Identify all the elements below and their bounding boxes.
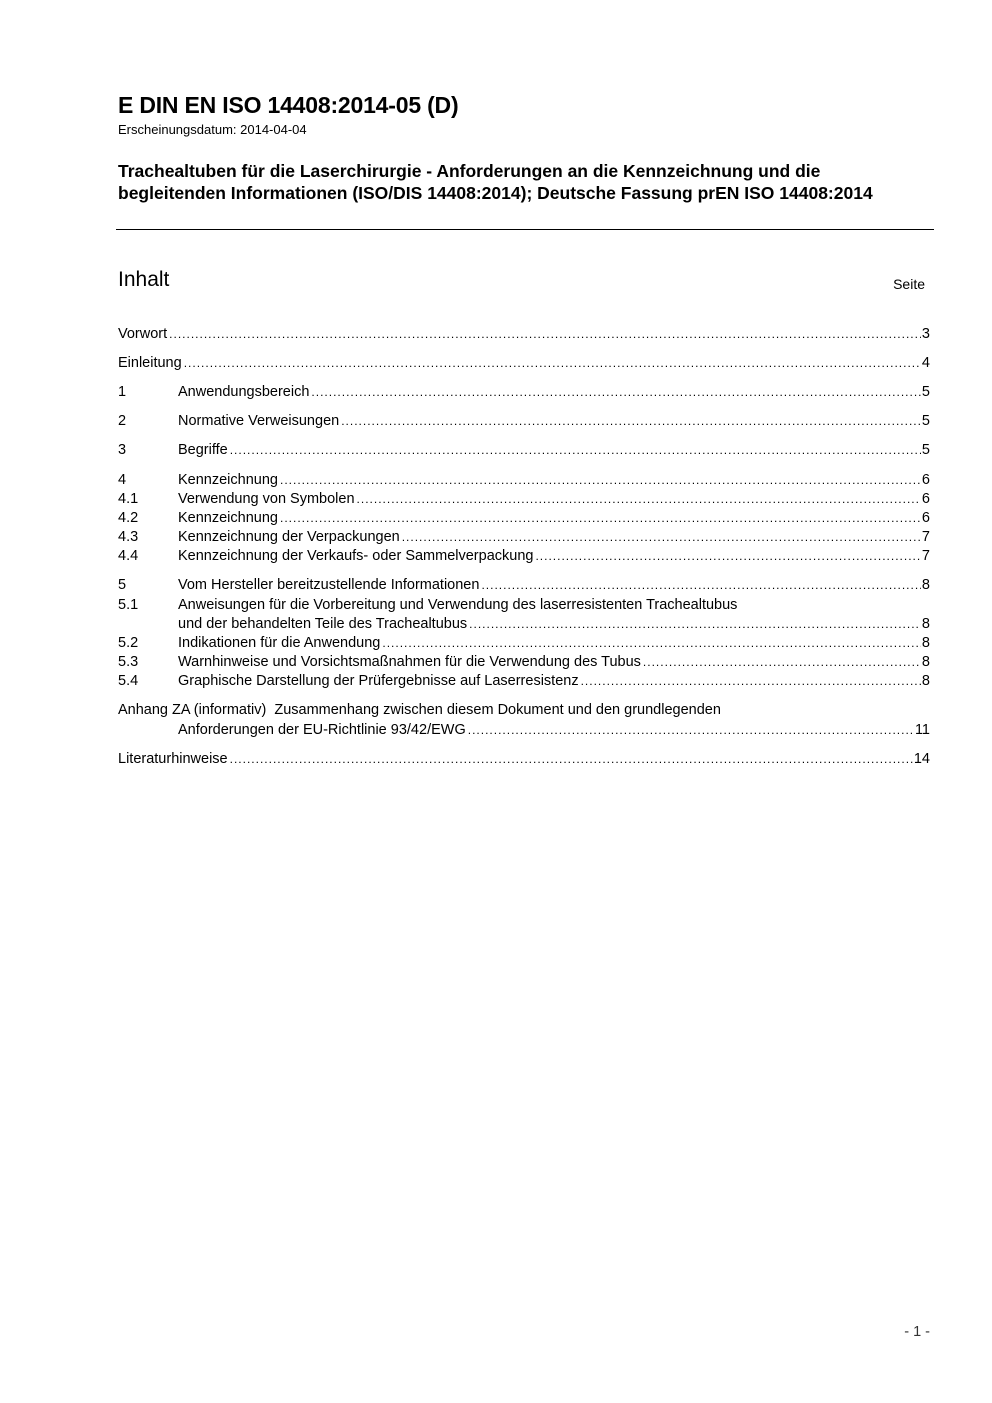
toc-leader-dots — [169, 324, 921, 344]
toc-entry-page: 8 — [921, 616, 930, 632]
toc-leader-dots — [357, 489, 921, 509]
toc-entry-number: 5 — [118, 577, 127, 593]
toc-leader-dots — [184, 353, 921, 373]
toc-entry-4[interactable] — [118, 470, 930, 490]
toc-entry-number: 4.2 — [118, 510, 139, 526]
toc-entry-page: 8 — [921, 673, 930, 689]
toc-entry-3[interactable] — [118, 440, 930, 460]
document-id: E DIN EN ISO 14408:2014-05 (D) — [118, 92, 459, 118]
toc-entry-text: Vom Hersteller bereitzustellende Informationen — [178, 577, 480, 593]
toc-leader-dots — [402, 527, 921, 547]
toc-leader-dots — [581, 671, 921, 691]
toc-entry-text: Indikationen für die Anwendung — [178, 635, 381, 651]
toc-entry-4-2[interactable] — [118, 508, 930, 528]
toc-entry-page: 6 — [921, 472, 930, 488]
toc-entry-einleitung[interactable] — [118, 353, 930, 373]
toc-entry-page: 5 — [921, 442, 930, 458]
page-number: - 1 - — [904, 1324, 930, 1340]
toc-entry-text: Verwendung von Symbolen — [178, 491, 355, 507]
toc-entry-text: Anweisungen für die Vorbereitung und Verwendung des laserresistenten Trachealtubus — [178, 597, 738, 613]
toc-entry-text: Begriffe — [178, 442, 228, 458]
toc-entry-text: Kennzeichnung — [178, 472, 278, 488]
toc-leader-dots — [311, 382, 921, 402]
toc-entry-text: Anwendungsbereich — [178, 384, 310, 400]
toc-entry-page: 7 — [921, 548, 930, 564]
toc-entry-page: 5 — [921, 384, 930, 400]
toc-entry-page: 6 — [921, 510, 930, 526]
toc-entry-text: Kennzeichnung der Verpackungen — [178, 529, 400, 545]
toc-entry-5-3[interactable] — [118, 652, 930, 672]
toc-entry-5[interactable] — [118, 575, 930, 595]
title-divider — [116, 229, 934, 230]
toc-leader-dots — [643, 652, 921, 672]
document-title: Trachealtuben für die Laserchirurgie - Anforderungen an die Kennzeichnung und die begleitenden Informationen (ISO/DIS 14408:2014); Deutsche Fassung prEN ISO 14408:2014 — [118, 161, 873, 203]
toc-entry-5-4[interactable] — [118, 671, 930, 691]
toc-entry-vorwort[interactable] — [118, 324, 930, 344]
toc-entry-text: Warnhinweise und Vorsichtsmaßnahmen für die Verwendung des Tubus — [178, 654, 641, 670]
toc-entry-text: Literaturhinweise — [118, 751, 228, 767]
toc-entry-number: 5.4 — [118, 673, 139, 689]
toc-entry-number: 1 — [118, 384, 127, 400]
publication-date: Erscheinungsdatum: 2014-04-04 — [118, 122, 307, 137]
toc-entry-number: 2 — [118, 413, 127, 429]
toc-entry-text: Einleitung — [118, 355, 182, 371]
toc-entry-text: Kennzeichnung — [178, 510, 278, 526]
toc-entry-4-4[interactable] — [118, 546, 930, 566]
toc-heading: Inhalt — [118, 268, 170, 291]
toc-entry-text: Graphische Darstellung der Prüfergebnisse auf Laserresistenz — [178, 673, 579, 689]
toc-entry-page: 4 — [921, 355, 930, 371]
toc-entry-text: Kennzeichnung der Verkaufs- oder Sammelverpackung — [178, 548, 534, 564]
toc-leader-dots — [535, 546, 920, 566]
toc-leader-dots — [469, 614, 921, 634]
toc-entry-5-1[interactable] — [118, 595, 737, 615]
toc-entry-number: 4.4 — [118, 548, 139, 564]
toc-entry-number: 4.3 — [118, 529, 139, 545]
toc-entry-page: 14 — [913, 751, 930, 767]
toc-entry-number: 5.2 — [118, 635, 139, 651]
toc-entry-page: 8 — [921, 635, 930, 651]
toc-entry-number: 5.1 — [118, 597, 139, 613]
toc-entry-text-continued: Anforderungen der EU-Richtlinie 93/42/EWG — [178, 722, 466, 738]
toc-entry-number: 3 — [118, 442, 127, 458]
toc-entry-text-continued: und der behandelten Teile des Trachealtubus — [178, 616, 468, 632]
toc-leader-dots — [230, 440, 921, 460]
toc-entry-page: 3 — [921, 326, 930, 342]
toc-leader-dots — [481, 575, 920, 595]
toc-entry-text: Vorwort — [118, 326, 168, 342]
toc-entry-literaturhinweise[interactable] — [118, 749, 930, 769]
toc-leader-dots — [468, 720, 914, 740]
toc-entry-number: 4 — [118, 472, 127, 488]
toc-page-column-label: Seite — [893, 276, 925, 292]
toc-entry-2[interactable] — [118, 411, 930, 431]
toc-leader-dots — [341, 411, 921, 431]
toc-entry-text: Anhang ZA (informativ) Zusammenhang zwischen diesem Dokument und den grundlegenden — [118, 702, 721, 718]
toc-entry-annex-za-continued[interactable] — [178, 720, 930, 740]
toc-entry-page: 5 — [921, 413, 930, 429]
toc-leader-dots — [280, 470, 921, 490]
toc-entry-1[interactable] — [118, 382, 930, 402]
toc-entry-4-3[interactable] — [118, 527, 930, 547]
toc-entry-number: 5.3 — [118, 654, 139, 670]
toc-entry-page: 8 — [921, 654, 930, 670]
toc-leader-dots — [382, 633, 921, 653]
toc-leader-dots — [280, 508, 921, 528]
toc-entry-page: 7 — [921, 529, 930, 545]
toc-entry-page: 8 — [921, 577, 930, 593]
toc-entry-page: 11 — [914, 722, 930, 738]
toc-entry-number: 4.1 — [118, 491, 139, 507]
toc-entry-5-2[interactable] — [118, 633, 930, 653]
toc-entry-4-1[interactable] — [118, 489, 930, 509]
toc-entry-annex-za[interactable] — [118, 700, 721, 720]
toc-entry-5-1-continued[interactable] — [178, 614, 930, 634]
toc-leader-dots — [230, 749, 913, 769]
toc-entry-page: 6 — [921, 491, 930, 507]
toc-entry-text: Normative Verweisungen — [178, 413, 340, 429]
